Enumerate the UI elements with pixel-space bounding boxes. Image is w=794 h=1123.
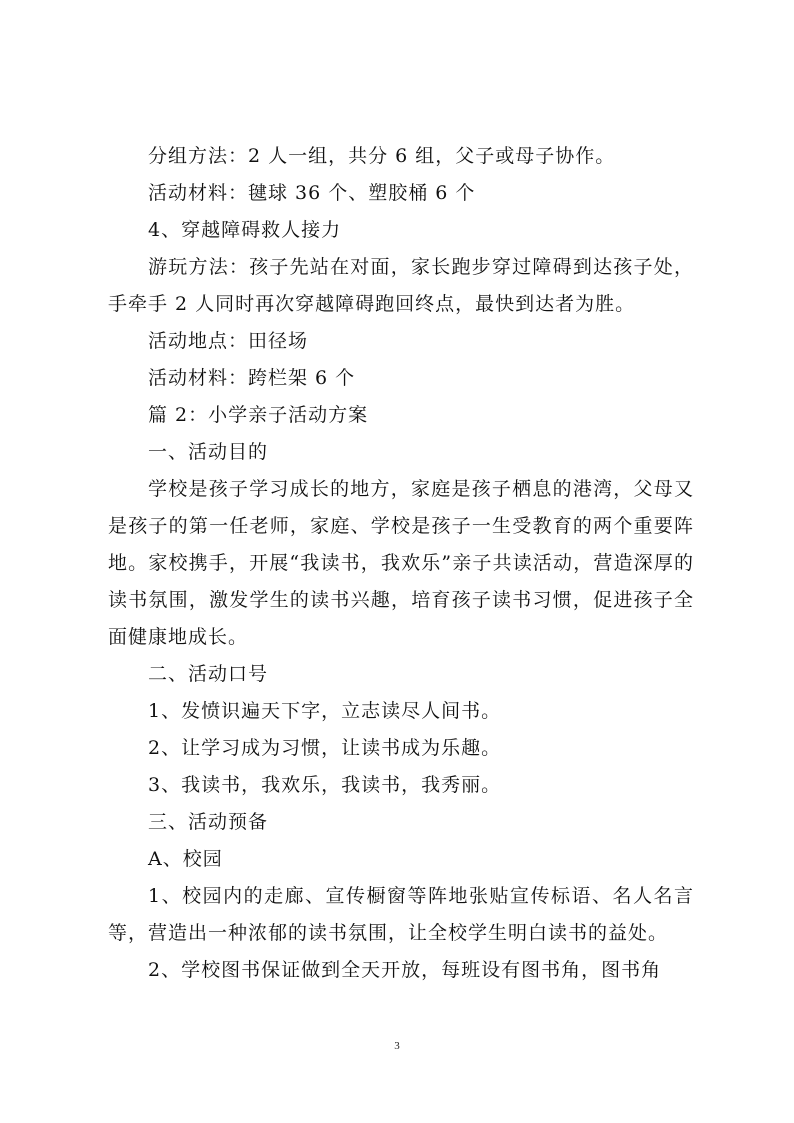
- paragraph-slogan-3: 3、我读书，我欢乐，我读书，我秀丽。: [148, 774, 502, 796]
- paragraph-slogan-1: 1、发愤识遍天下字，立志读尽人间书。: [148, 700, 502, 722]
- document-body: [108, 138, 694, 989]
- paragraph-purpose-body: 学校是孩子学习成长的地方，家庭是孩子栖息的港湾，父母又是孩子的第一任老师，家庭、学校是孩子一生受教育的两个重要阵地。家校携手，开展“我读书，我欢乐”亲子共读活动，营造深厚的读书氛围，激发学生的读书兴趣，培育孩子读书习惯，促进孩子全面健康地成长。: [108, 478, 694, 648]
- paragraph-slogan-heading: 二、活动口号: [148, 663, 269, 685]
- paragraph-campus-heading: A、校园: [148, 848, 223, 870]
- paragraph-campus-item-2: 2、学校图书保证做到全天开放，每班设有图书角，图书角: [148, 959, 662, 981]
- page-number: 3: [394, 1040, 400, 1052]
- paragraph-campus-item-1: 1、校园内的走廊、宣传橱窗等阵地张贴宣传标语、名人名言等，营造出一种浓郁的读书氛围，让全校学生明白读书的益处。: [108, 885, 694, 944]
- paragraph-purpose-heading: 一、活动目的: [148, 441, 269, 463]
- paragraph-materials-shuttlecock: 活动材料：毽球 36 个、塑胶桶 6 个: [148, 182, 476, 204]
- paragraph-materials-hurdles: 活动材料：跨栏架 6 个: [148, 367, 356, 389]
- paragraph-obstacle-relay-heading: 4、穿越障碍救人接力: [148, 219, 342, 241]
- paragraph-slogan-2: 2、让学习成为习惯，让读书成为乐趣。: [148, 737, 502, 759]
- paragraph-play-method: 游玩方法：孩子先站在对面，家长跑步穿过障碍到达孩子处，手牵手 2 人同时再次穿越障碍跑回终点，最快到达者为胜。: [108, 256, 694, 315]
- paragraph-grouping-method: 分组方法：2 人一组，共分 6 组，父子或母子协作。: [148, 145, 616, 167]
- paragraph-section-title: 篇 2：小学亲子活动方案: [148, 404, 369, 426]
- paragraph-activity-location: 活动地点：田径场: [148, 330, 309, 352]
- paragraph-preparation-heading: 三、活动预备: [148, 811, 269, 833]
